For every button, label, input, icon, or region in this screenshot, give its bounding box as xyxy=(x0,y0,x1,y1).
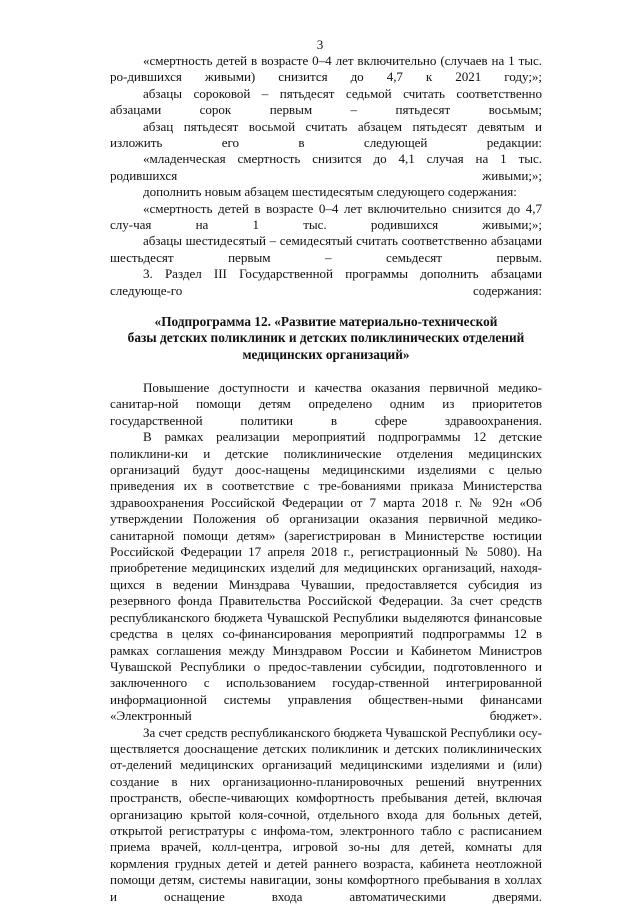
body-paragraph: Повышение доступности и качества оказания первичной медико-санитар-ной помощи детям определено одним из приоритетов государственной политики в сфере здравоохранения. xyxy=(110,380,542,428)
intro-paragraph: «младенческая смертность снизится до 4,1 случая на 1 тыс. родившихся живыми;»; xyxy=(110,151,542,183)
intro-paragraph: «смертность детей в возрасте 0–4 лет включительно (случаев на 1 тыс. ро-дившихся живыми) снизится до 4,7 к 2021 году;»; xyxy=(110,53,542,85)
intro-paragraph: абзацы сороковой – пятьдесят седьмой считать соответственно абзацами сорок первым – пятьдесят восьмым; xyxy=(110,85,542,118)
heading-line: медицинских организаций» xyxy=(242,346,410,362)
heading-line: базы детских поликлиник и детских поликлинических отделений xyxy=(127,330,525,346)
intro-paragraph: абзацы шестидесятый – семидесятый считать соответственно абзацами шестьдесят первым – семьдесят первым. xyxy=(110,233,542,265)
heading-line: «Подпрограмма 12. «Развитие материально-технической xyxy=(154,314,498,329)
subprogram-heading xyxy=(110,314,542,363)
intro-paragraph: дополнить новым абзацем шестидесятым следующего содержания: xyxy=(143,184,517,200)
intro-paragraph: абзац пятьдесят восьмой считать абзацем пятьдесят девятым и изложить его в следующей редакции: xyxy=(110,118,542,151)
body-paragraph: За счет средств республиканского бюджета Чувашской Республики осу-ществляется дооснащение детских поликлиник и детских поликлинических от-делений медицинских организаций медицинскими изделиями и (или) создание в них организационно-планировочных решений внутренних пространств, обеспе-чивающих комфортность пребывания детей, включая организацию крытой коля-сочной, отдельного входа для больных детей, открытой регистратуры с инфома-том, электронного табло с расписанием приема врачей, колл-центра, игровой зо-ны для детей, комнаты для кормления грудных детей и детей раннего возраста, кабинета неотложной помощи детям, системы навигации, зоны комфортного пребывания в холлах и оснащение входа автоматическими дверями. xyxy=(110,724,543,904)
intro-amendments xyxy=(110,53,542,299)
intro-paragraph: «смертность детей в возрасте 0–4 лет включительно снизится до 4,7 слу-чая на 1 тыс. родившихся живыми;»; xyxy=(110,200,542,233)
subprogram-body xyxy=(110,380,542,905)
page-number: 3 xyxy=(316,37,324,52)
body-paragraph: В рамках реализации мероприятий подпрограммы 12 детские поликлини-ки и детские поликлинические отделения медицинских организаций будут доос-нащены медицинскими изделиями с целью приведения их в соответствие с тре-бованиями приказа Министерства здравоохранения Российской Федерации от 7 марта 2018 г. № 92н «Об утверждении Положения об организации оказания первичной медико-санитарной помощи детям» (зарегистрирован в Министерстве юстиции Российской Федерации 17 апреля 2018 г., регистрационный № 5080). На приобретение медицинских изделий для медицинских организаций, находя-щихся в ведении Минздрава Чувашии, предоставляется субсидия из резервного фонда Правительства Российской Федерации. За счет средств республиканского бюджета Чувашской Республики выделяются финансовые средства в целях со-финансирования мероприятий подпрограммы 12 в рамках соглашения между Минздравом России и Кабинетом Министров Чувашской Республики о предос-тавлении субсидии, подготовленного и заключенного с использованием государ-ственной интегрированной информационной системы управления обществен-ными финансами «Электронный бюджет». xyxy=(110,429,543,724)
intro-paragraph: 3. Раздел III Государственной программы дополнить абзацами следующе-го содержания: xyxy=(110,266,542,298)
